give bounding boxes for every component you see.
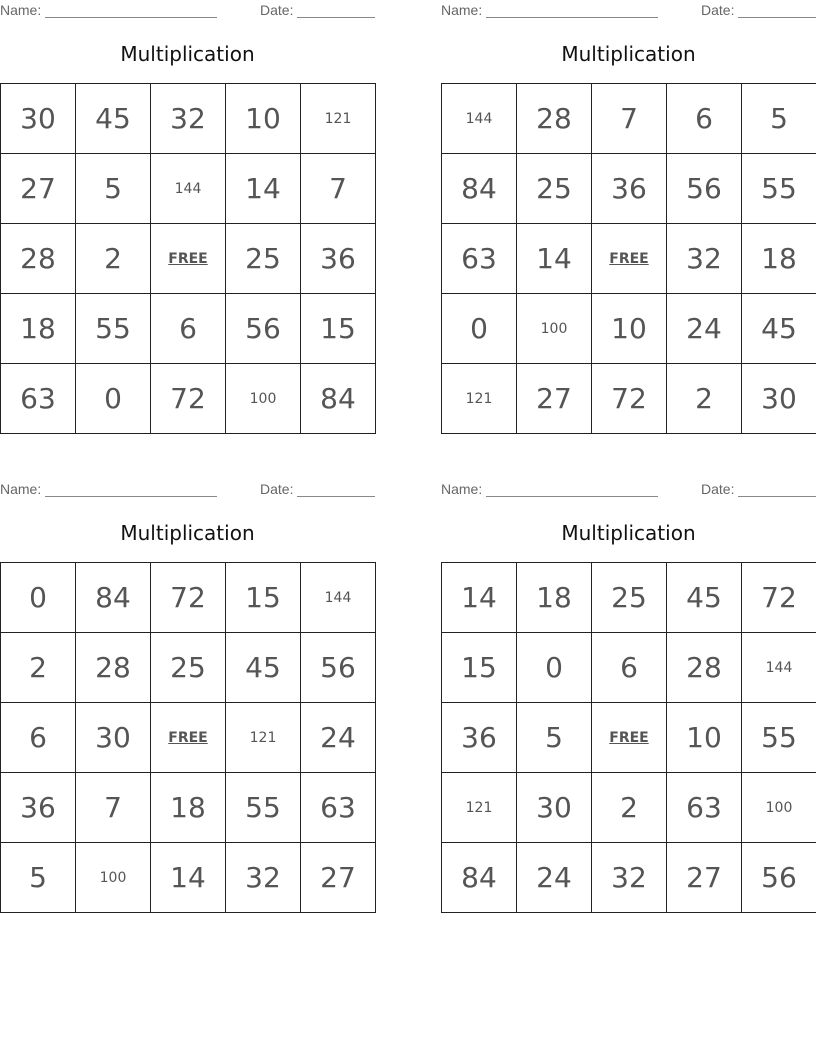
grid-cell: 72 — [151, 563, 226, 633]
grid-cell: 14 — [442, 563, 517, 633]
name-label: Name: — [441, 481, 483, 497]
grid-cell: 5 — [76, 154, 151, 224]
grid-cell: 27 — [517, 364, 592, 434]
grid-cell: 121 — [442, 364, 517, 434]
grid-cell: 18 — [517, 563, 592, 633]
grid-row — [1, 703, 376, 773]
grid-cell: 28 — [667, 633, 742, 703]
bingo-grid — [441, 562, 816, 913]
grid-row — [442, 703, 816, 773]
grid-cell: 72 — [592, 364, 667, 434]
grid-cell: 15 — [226, 563, 301, 633]
grid-cell: 5 — [517, 703, 592, 773]
date-field-line — [738, 496, 816, 497]
card-header — [0, 2, 375, 20]
grid-cell: 100 — [76, 843, 151, 913]
grid-cell: 121 — [301, 84, 376, 154]
grid-cell: 56 — [667, 154, 742, 224]
grid-row — [442, 364, 816, 434]
grid-cell: 72 — [151, 364, 226, 434]
grid-cell: 6 — [667, 84, 742, 154]
grid-cell: 36 — [592, 154, 667, 224]
grid-cell: 24 — [301, 703, 376, 773]
grid-cell: 30 — [742, 364, 816, 434]
grid-row — [442, 843, 816, 913]
grid-row — [1, 154, 376, 224]
grid-cell: 30 — [76, 703, 151, 773]
grid-cell: 6 — [151, 294, 226, 364]
grid-row — [1, 84, 376, 154]
bingo-grid — [0, 562, 376, 913]
grid-row — [1, 563, 376, 633]
bingo-card — [0, 479, 375, 919]
grid-row — [1, 364, 376, 434]
grid-cell: 14 — [226, 154, 301, 224]
grid-cell: 100 — [517, 294, 592, 364]
grid-cell: 56 — [742, 843, 816, 913]
grid-cell: 2 — [667, 364, 742, 434]
grid-cell: 121 — [442, 773, 517, 843]
grid-cell: 27 — [301, 843, 376, 913]
grid-row — [1, 843, 376, 913]
grid-cell: 55 — [742, 703, 816, 773]
name-field-line — [486, 496, 658, 497]
grid-cell: 28 — [517, 84, 592, 154]
grid-cell: 25 — [517, 154, 592, 224]
card-title: Multiplication — [561, 521, 696, 545]
grid-cell: 6 — [1, 703, 76, 773]
card-title: Multiplication — [120, 521, 255, 545]
grid-cell: 24 — [667, 294, 742, 364]
card-title: Multiplication — [561, 42, 696, 66]
grid-cell: 36 — [1, 773, 76, 843]
grid-cell: 121 — [226, 703, 301, 773]
grid-cell: 2 — [592, 773, 667, 843]
grid-cell: 84 — [442, 843, 517, 913]
card-title: Multiplication — [120, 42, 255, 66]
grid-row — [442, 84, 816, 154]
grid-cell: 32 — [226, 843, 301, 913]
grid-row — [442, 294, 816, 364]
grid-cell: 63 — [301, 773, 376, 843]
date-field-line — [297, 496, 375, 497]
date-label: Date: — [260, 481, 294, 497]
grid-cell: 18 — [742, 224, 816, 294]
grid-cell: 27 — [667, 843, 742, 913]
grid-cell: 7 — [592, 84, 667, 154]
grid-row — [1, 633, 376, 703]
grid-cell: 30 — [517, 773, 592, 843]
card-header — [441, 2, 816, 20]
bingo-card — [441, 479, 816, 919]
grid-cell: 14 — [151, 843, 226, 913]
date-label: Date: — [260, 2, 294, 18]
bingo-card — [0, 0, 375, 440]
grid-cell: 0 — [517, 633, 592, 703]
grid-cell: 84 — [442, 154, 517, 224]
name-field-line — [486, 17, 658, 18]
grid-cell: 18 — [151, 773, 226, 843]
grid-cell: 25 — [226, 224, 301, 294]
grid-cell: 56 — [301, 633, 376, 703]
grid-row — [1, 294, 376, 364]
bingo-card — [441, 0, 816, 440]
grid-cell: 55 — [742, 154, 816, 224]
grid-cell: 5 — [742, 84, 816, 154]
grid-row — [1, 773, 376, 843]
card-header — [441, 481, 816, 499]
name-field-line — [45, 496, 217, 497]
grid-cell: 32 — [151, 84, 226, 154]
grid-cell: 6 — [592, 633, 667, 703]
free-space: FREE — [592, 703, 667, 773]
grid-row — [1, 224, 376, 294]
grid-cell: 10 — [667, 703, 742, 773]
grid-cell: 5 — [1, 843, 76, 913]
grid-cell: 32 — [592, 843, 667, 913]
grid-cell: 84 — [76, 563, 151, 633]
grid-cell: 45 — [76, 84, 151, 154]
date-label: Date: — [701, 2, 735, 18]
grid-row — [442, 633, 816, 703]
grid-row — [442, 773, 816, 843]
grid-cell: 100 — [226, 364, 301, 434]
grid-cell: 10 — [592, 294, 667, 364]
grid-cell: 7 — [301, 154, 376, 224]
name-label: Name: — [441, 2, 483, 18]
grid-cell: 2 — [1, 633, 76, 703]
grid-cell: 45 — [742, 294, 816, 364]
card-header — [0, 481, 375, 499]
grid-cell: 100 — [742, 773, 816, 843]
grid-cell: 55 — [76, 294, 151, 364]
grid-cell: 72 — [742, 563, 816, 633]
grid-cell: 14 — [517, 224, 592, 294]
grid-cell: 45 — [226, 633, 301, 703]
grid-cell: 0 — [76, 364, 151, 434]
grid-cell: 63 — [442, 224, 517, 294]
grid-cell: 0 — [442, 294, 517, 364]
grid-cell: 25 — [151, 633, 226, 703]
grid-cell: 28 — [76, 633, 151, 703]
free-space: FREE — [151, 703, 226, 773]
grid-cell: 45 — [667, 563, 742, 633]
grid-cell: 10 — [226, 84, 301, 154]
grid-cell: 24 — [517, 843, 592, 913]
grid-cell: 15 — [301, 294, 376, 364]
grid-cell: 28 — [1, 224, 76, 294]
grid-cell: 84 — [301, 364, 376, 434]
grid-cell: 144 — [151, 154, 226, 224]
grid-cell: 18 — [1, 294, 76, 364]
date-label: Date: — [701, 481, 735, 497]
date-field-line — [297, 17, 375, 18]
grid-cell: 144 — [442, 84, 517, 154]
grid-cell: 27 — [1, 154, 76, 224]
grid-row — [442, 563, 816, 633]
grid-cell: 32 — [667, 224, 742, 294]
grid-cell: 56 — [226, 294, 301, 364]
grid-cell: 144 — [301, 563, 376, 633]
free-space: FREE — [592, 224, 667, 294]
grid-cell: 25 — [592, 563, 667, 633]
grid-cell: 55 — [226, 773, 301, 843]
grid-cell: 36 — [442, 703, 517, 773]
name-field-line — [45, 17, 217, 18]
name-label: Name: — [0, 481, 42, 497]
grid-cell: 15 — [442, 633, 517, 703]
grid-row — [442, 224, 816, 294]
free-space: FREE — [151, 224, 226, 294]
grid-cell: 0 — [1, 563, 76, 633]
grid-row — [442, 154, 816, 224]
grid-cell: 36 — [301, 224, 376, 294]
grid-cell: 144 — [742, 633, 816, 703]
date-field-line — [738, 17, 816, 18]
grid-cell: 30 — [1, 84, 76, 154]
grid-cell: 7 — [76, 773, 151, 843]
grid-cell: 63 — [1, 364, 76, 434]
bingo-grid — [0, 83, 376, 434]
name-label: Name: — [0, 2, 42, 18]
grid-cell: 63 — [667, 773, 742, 843]
grid-cell: 2 — [76, 224, 151, 294]
bingo-grid — [441, 83, 816, 434]
